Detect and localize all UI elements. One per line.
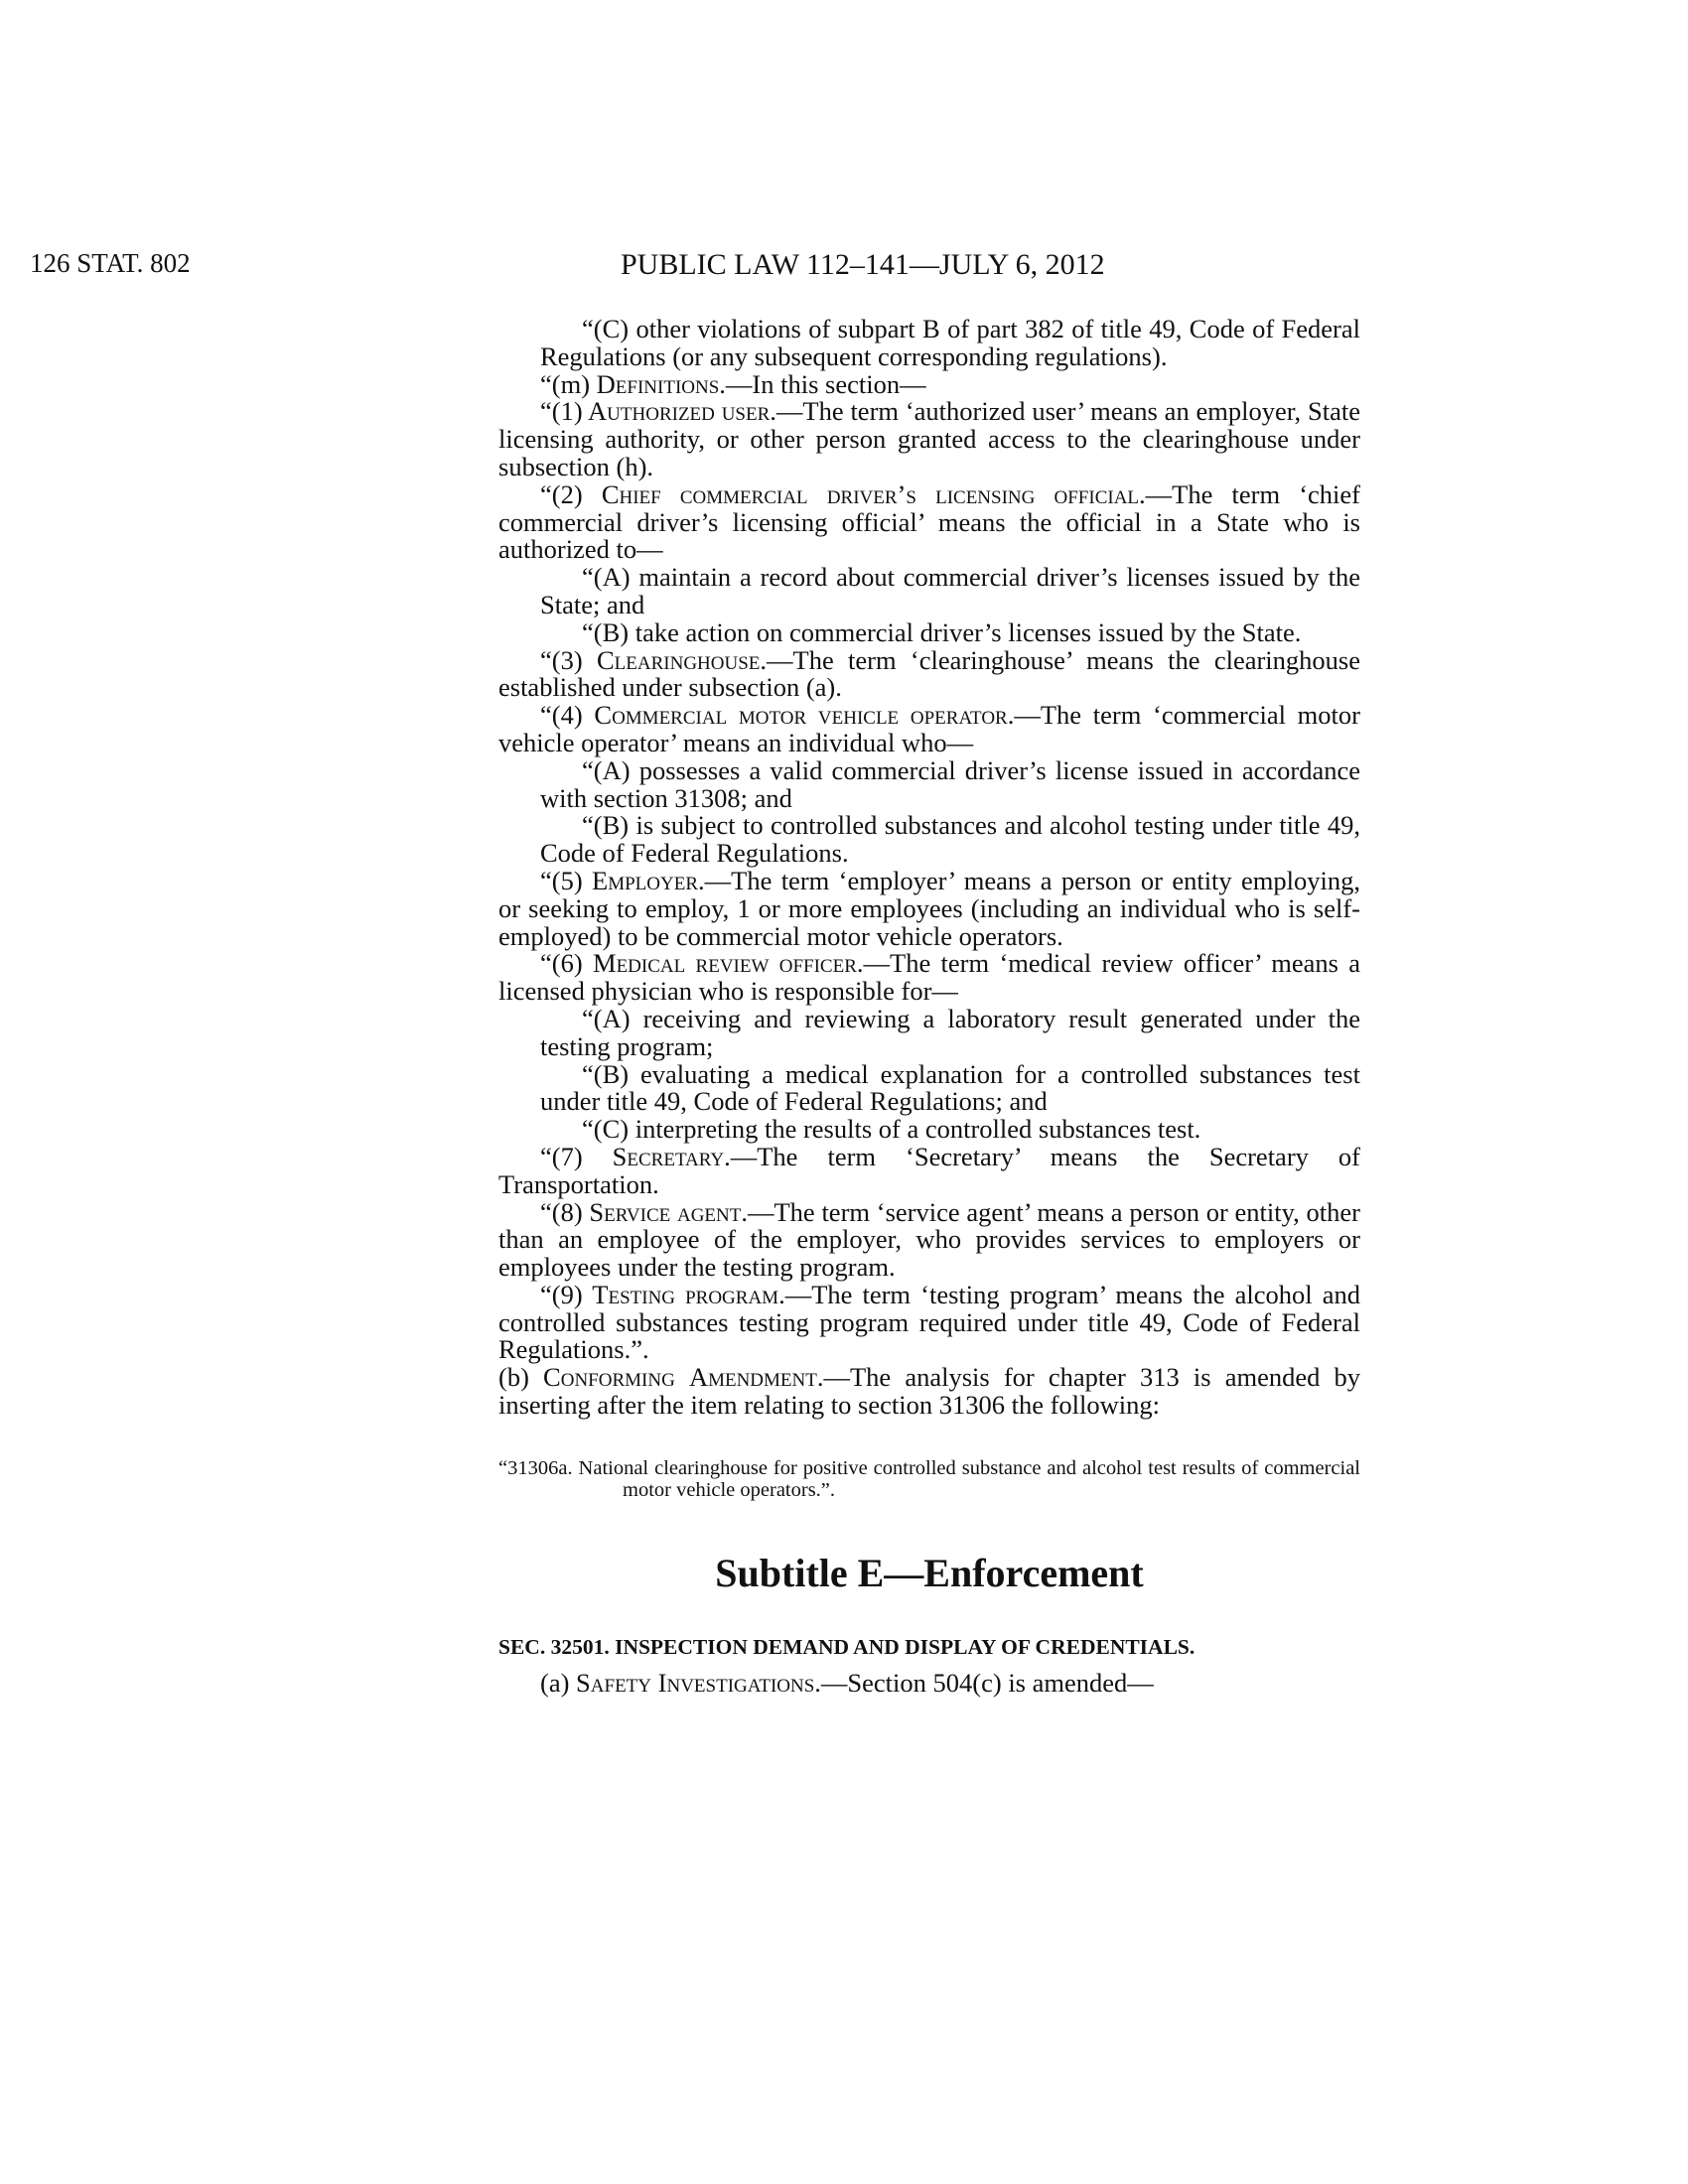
definition-testing-program [498,1279,1361,1365]
definition-service-agent [498,1196,1360,1283]
definition-6-subparagraph-a: “(A) receiving and reviewing a laboratory result generated under the testing program; [540,1003,1360,1061]
section-a-label-2: I [657,1667,667,1698]
definition-6-label: “(6) M [540,948,617,979]
definition-clearinghouse [498,644,1360,703]
subsection-b-text: .—The analysis for chapter 313 is amended by inserting after the item relating to section 31306 the following: [498,1362,1360,1421]
subsection-m-label: “(m) D [540,368,616,399]
definition-2-text: .—The term ‘chief commercial driver’s licensing official’ means the official in a State who is authorized to— [498,478,1361,565]
definition-5-label: “(5) E [540,865,609,895]
definition-2-label: “(2) C [540,478,620,509]
definition-medical-review-officer [498,950,1360,1006]
subsection-b-heading-2: mendment [708,1362,817,1393]
definition-9-text: .—The term ‘testing program’ means the alcohol and controlled substances testing program required under title 49, Code of Federal Regulations.”. [498,1279,1361,1365]
subparagraph-c-violations: “(C) other violations of subpart B of part 382 of title 49, Code of Federal Regulations (or any subsequent corresponding regulations). [540,314,1360,371]
section-a-text: .—Section 504(c) is amended— [814,1667,1154,1698]
subsection-b-label: (b) C [498,1362,561,1393]
definition-3-heading: learinghouse [614,644,761,675]
section-a-heading-2: nvestigations [666,1667,815,1698]
definition-5-heading: mployer [608,865,699,895]
definition-cmv-operator [498,702,1360,757]
subsection-m-text: .—In this section— [719,368,926,399]
definition-chief-cdl-official [498,478,1361,565]
definition-7-heading: ecretary [627,1141,725,1171]
definition-7-text: .—The term ‘Secretary’ means the Secretary of Transportation. [498,1141,1360,1199]
statute-body [498,316,1360,1698]
page-header [0,248,1688,288]
subsection-m-definitions [498,368,1360,399]
definition-6-text: .—The term ‘medical review officer’ means a licensed physician who is responsible for— [498,948,1360,1007]
definition-secretary [498,1141,1360,1199]
definition-1-text: .—The term ‘authorized user’ means an employer, State licensing authority, or other person granted access to the clearinghouse under subsection (h). [498,396,1360,481]
definition-6-subparagraph-b: “(B) evaluating a medical explanation for a controlled substances test under title 49, Code of Federal Regulations; and [540,1058,1360,1117]
stat-reference: 126 STAT. 802 [30,248,191,278]
section-heading: SEC. 32501. INSPECTION DEMAND AND DISPLAY OF CREDENTIALS. [498,1634,1196,1659]
section-a-heading: afety [590,1667,658,1698]
definition-4-text: .—The term ‘commercial motor vehicle operator’ means an individual who— [498,700,1360,757]
definition-3-label: “(3) C [540,644,615,675]
definition-4-subparagraph-b: “(B) is subject to controlled substances and alcohol testing under title 49, Code of Federal Regulations. [540,810,1360,869]
definition-2-subparagraph-b: “(B) take action on commercial driver’s licenses issued by the State. [582,616,1302,647]
definition-9-heading: esting program [608,1279,779,1309]
definition-2-heading: hief commercial driver’s licensing official [619,478,1140,509]
definition-1-label: “(1) A [540,396,608,427]
definition-employer [498,865,1360,951]
subsection-b-conforming-amendment [498,1364,1360,1420]
definition-9-label: “(9) T [540,1279,609,1309]
definition-8-text: .—The term ‘service agent’ means a person or entity, other than an employee of the employer, who provides services to employers or employees under the testing program. [498,1196,1360,1283]
definition-5-text: .—The term ‘employer’ means a person or entity employing, or seeking to employ, 1 or more employees (including an individual who is self-employed) to be commercial motor vehicle operators. [498,865,1360,951]
definition-4-heading: ommercial motor vehicle operator [612,700,1008,731]
subsection-b-heading: onforming [560,1362,689,1393]
table-of-sections-item: “31306a. National clearinghouse for positive controlled substance and alcohol test results of commercial motor vehicle operators.”. [498,1456,1360,1501]
subsection-m-heading: efinitions [615,368,720,399]
section-a-label: (a) S [540,1667,591,1698]
definition-8-label: “(8) S [540,1196,605,1227]
definition-7-label: “(7) S [540,1141,628,1171]
definition-8-heading: ervice agent [604,1196,742,1227]
running-head-title: PUBLIC LAW 112–141—JULY 6, 2012 [621,248,1105,281]
section-subsection-a [498,1667,1360,1698]
definition-6-subparagraph-c: “(C) interpreting the results of a controlled substances test. [582,1114,1201,1145]
subsection-b-label-2: A [688,1362,709,1393]
definition-4-label: “(4) C [540,700,613,731]
definition-3-text: .—The term ‘clearinghouse’ means the clearinghouse established under subsection (a). [498,644,1360,703]
definition-1-heading: uthorized user [607,396,771,427]
definition-2-subparagraph-a: “(A) maintain a record about commercial driver’s licenses issued by the State; and [540,562,1360,619]
subtitle-heading: Subtitle E—Enforcement [715,1550,1144,1595]
definition-6-heading: edical review officer [616,948,857,979]
definition-authorized-user [498,398,1360,480]
definition-4-subparagraph-a: “(A) possesses a valid commercial driver’s license issued in accordance with section 31308; and [540,754,1360,813]
